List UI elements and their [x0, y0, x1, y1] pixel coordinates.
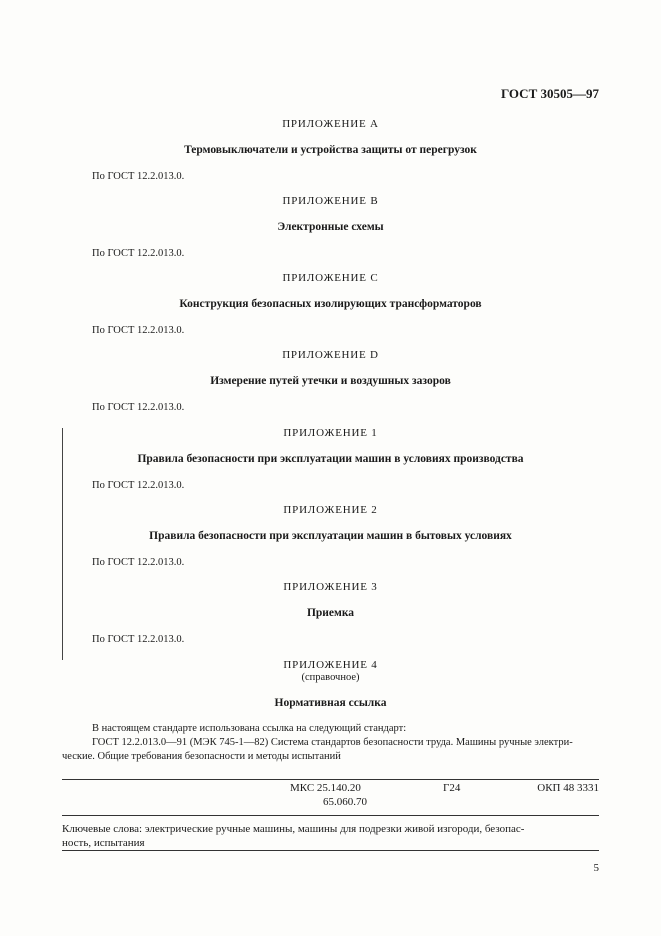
appendix-a-title: Термовыключатели и устройства защиты от перегрузок	[184, 144, 477, 156]
keywords	[62, 822, 599, 850]
appendix-3-caption: ПРИЛОЖЕНИЕ 3	[283, 581, 378, 593]
appendix-1-caption: ПРИЛОЖЕНИЕ 1	[283, 427, 378, 439]
appendix-c-caption: ПРИЛОЖЕНИЕ С	[282, 272, 379, 284]
bottom-rule	[62, 850, 599, 851]
appendix-b-caption: ПРИЛОЖЕНИЕ В	[282, 195, 379, 207]
okp-code: ОКП 48 3331	[537, 782, 599, 794]
appendix-4-subcaption: (справочное)	[301, 672, 360, 683]
appendix-d-caption: ПРИЛОЖЕНИЕ D	[282, 349, 379, 361]
appendix-d-title: Измерение путей утечки и воздушных зазоров	[210, 375, 451, 387]
appendix-1-reference: По ГОСТ 12.2.013.0.	[92, 480, 185, 491]
appendix-a-reference: По ГОСТ 12.2.013.0.	[92, 171, 185, 182]
standard-number: ГОСТ 30505—97	[500, 86, 599, 101]
group-code: Г24	[443, 782, 461, 794]
mks-code-1: МКС 25.140.20	[290, 782, 361, 794]
appendix-1-title: Правила безопасности при эксплуатации машин в условиях производства	[137, 453, 524, 465]
appendix-4-title: Нормативная ссылка	[274, 697, 387, 709]
appendix-c-title: Конструкция безопасных изолирующих трансформаторов	[179, 298, 482, 310]
keywords-line-1: Ключевые слова: электрические ручные машины, машины для подрезки живой изгороди, безопас-	[62, 823, 525, 835]
appendix-d-reference: По ГОСТ 12.2.013.0.	[92, 402, 185, 413]
page-number: 5	[593, 862, 599, 874]
top-rule	[62, 779, 599, 780]
appendix-b-reference: По ГОСТ 12.2.013.0.	[92, 248, 185, 259]
appendix-a-caption: ПРИЛОЖЕНИЕ А	[282, 118, 379, 130]
appendix-3-title: Приемка	[306, 607, 355, 619]
keywords-line-2: ность, испытания	[62, 837, 145, 849]
appendix-2-reference: По ГОСТ 12.2.013.0.	[92, 557, 185, 568]
appendix-2-title: Правила безопасности при эксплуатации машин в бытовых условиях	[149, 530, 512, 542]
appendix-2-caption: ПРИЛОЖЕНИЕ 2	[283, 504, 378, 516]
appendix-b-title: Электронные схемы	[277, 221, 384, 233]
intro-line: В настоящем стандарте использована ссылка на следующий стандарт:	[92, 723, 407, 734]
body-line-1: ГОСТ 12.2.013.0—91 (МЭК 745-1—82) Система стандартов безопасности труда. Машины ручные электри-	[92, 737, 573, 748]
normative-reference-text	[62, 722, 599, 764]
appendix-4-caption: ПРИЛОЖЕНИЕ 4	[283, 659, 378, 671]
middle-rule	[62, 815, 599, 816]
body-line-2: ческие. Общие требования безопасности и методы испытаний	[62, 751, 341, 762]
appendix-c-reference: По ГОСТ 12.2.013.0.	[92, 325, 185, 336]
mks-code-2: 65.060.70	[323, 796, 367, 808]
appendix-3-reference: По ГОСТ 12.2.013.0.	[92, 634, 185, 645]
